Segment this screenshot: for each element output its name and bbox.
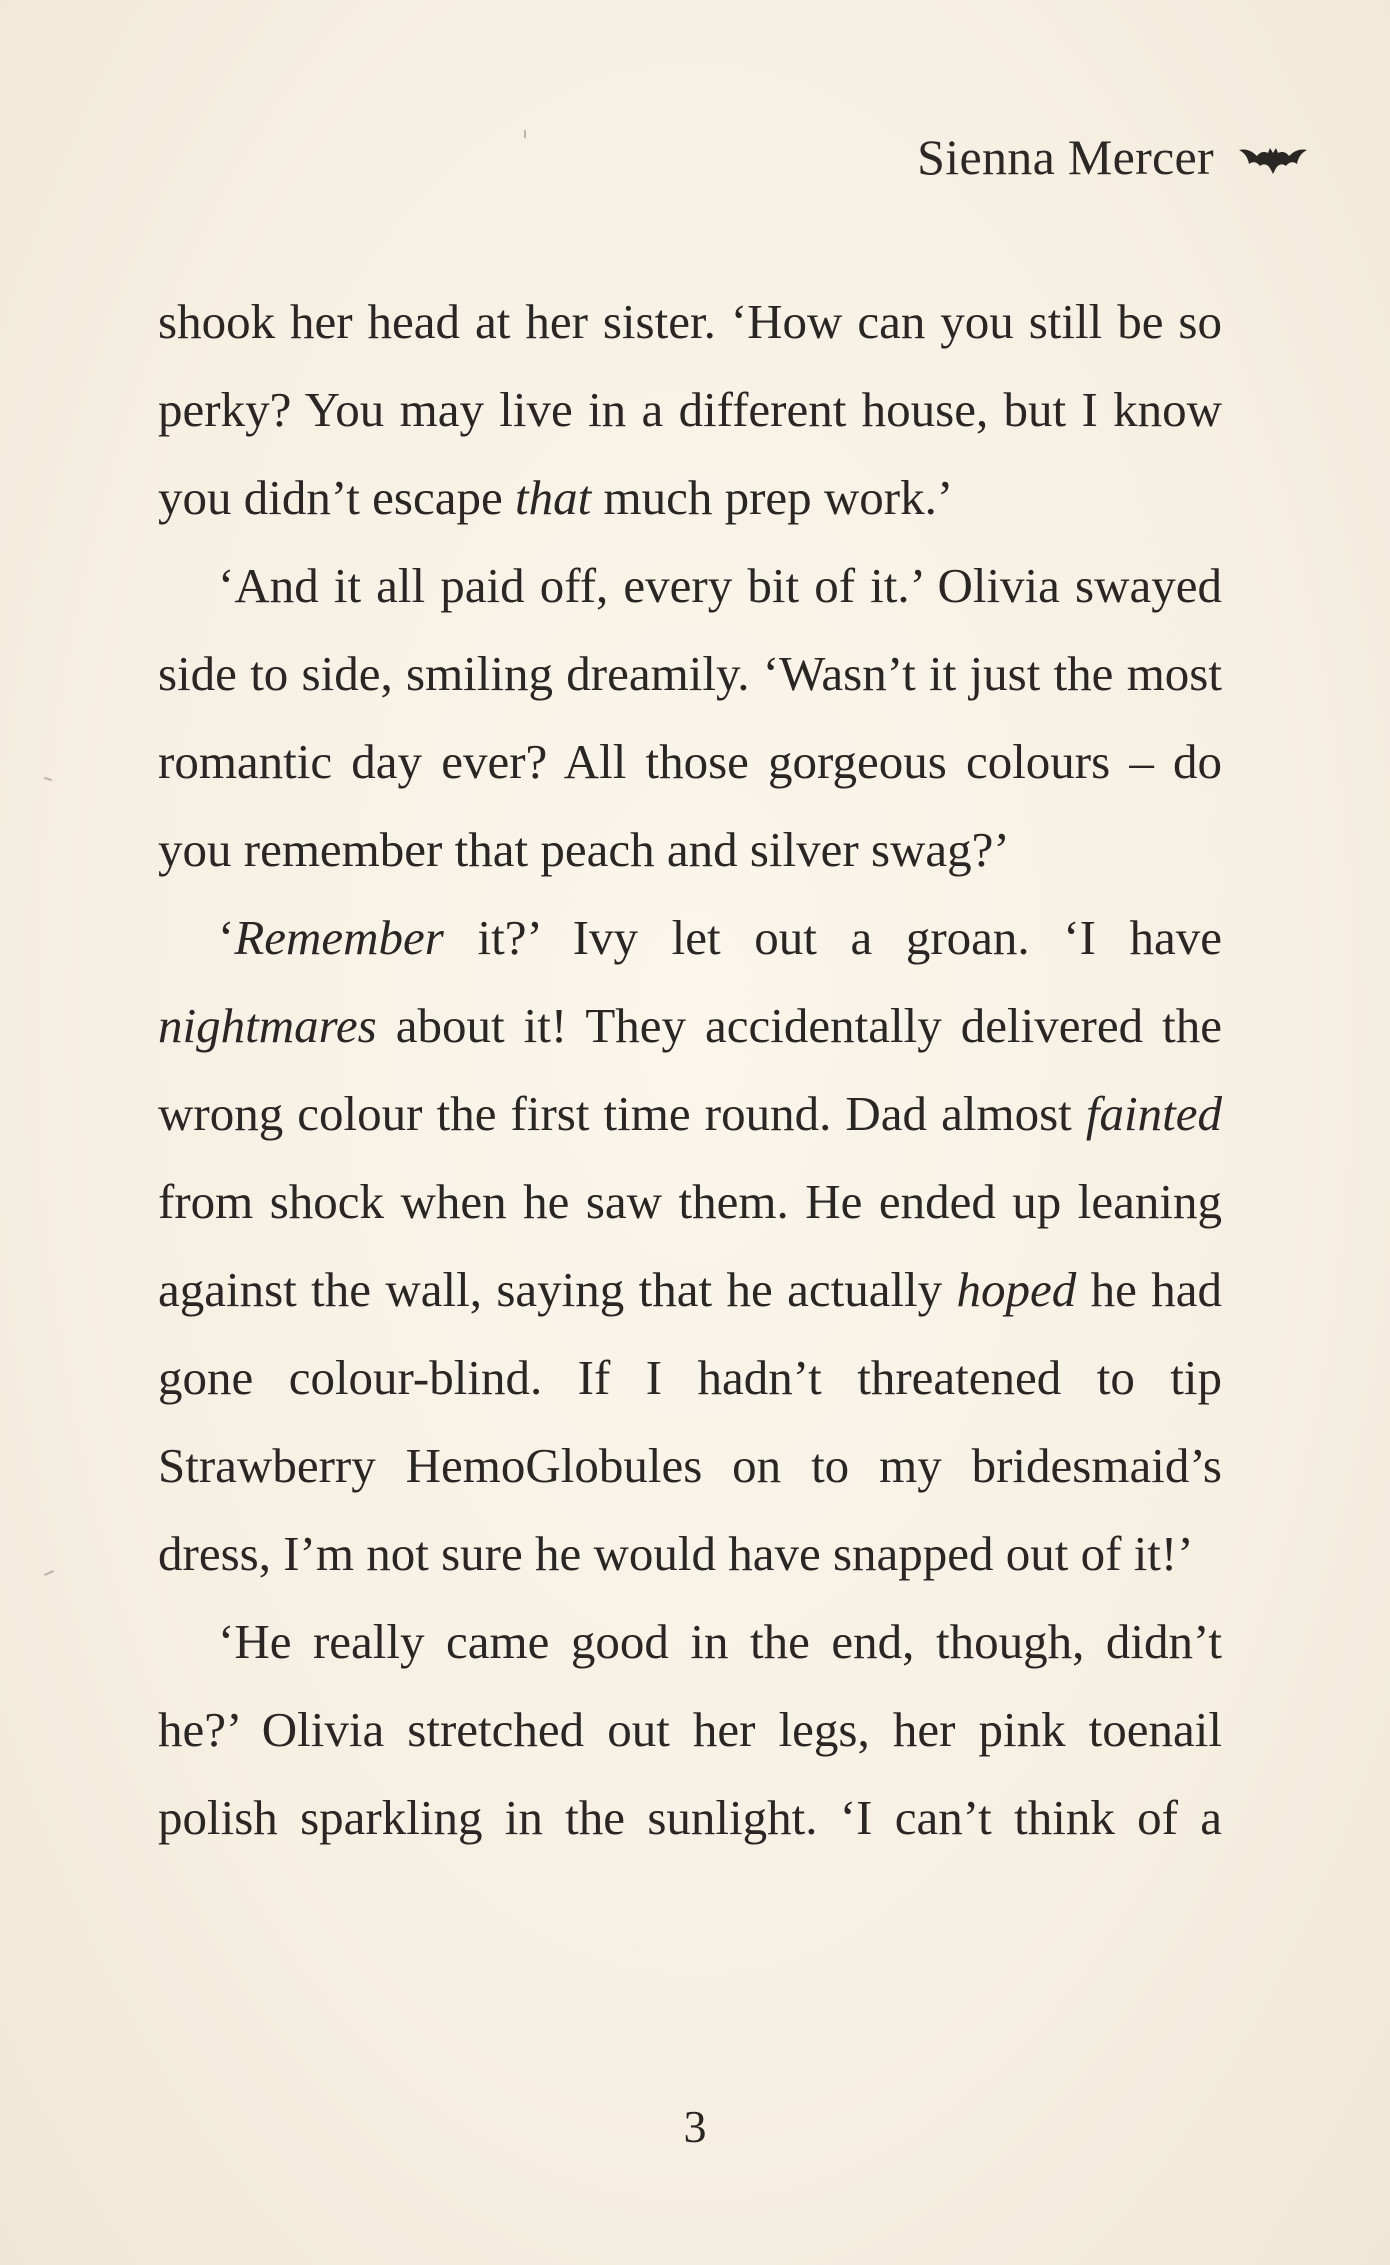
paper-speck (44, 1570, 54, 1576)
paper-speck (44, 777, 52, 782)
text-run: ‘He really came good in the end, though, didn’t he?’ Olivia stretched out her legs, her pink toenail polish sparkling in the sunlight. ‘I can’t think of a (158, 1614, 1222, 1845)
page-number: 3 (683, 2101, 707, 2152)
paper-speck (524, 130, 526, 138)
body-text (158, 278, 1222, 1862)
running-head: Sienna Mercer (917, 129, 1214, 185)
italic-run: fainted (1085, 1086, 1222, 1141)
paragraph (158, 894, 1222, 1598)
bat-icon (1237, 140, 1309, 180)
text-run: ‘And it all paid off, every bit of it.’ Olivia swayed side to side, smiling dreamily. ‘Wasn’t it just the most romantic day ever? All those gorgeous colours – do you remember that peach and silver swag?’ (158, 558, 1222, 877)
text-run: from shock when he saw them. He ended up leaning against the wall, saying that he actually (158, 1174, 1222, 1317)
italic-run: Remember (234, 910, 444, 965)
text-run: about it! They accidentally delivered the wrong colour the first time round. Dad almost (158, 998, 1222, 1141)
paragraph (158, 542, 1222, 894)
italic-run: that (514, 470, 592, 525)
text-run: ‘ (218, 910, 235, 965)
paragraph (158, 278, 1222, 542)
text-run: it?’ Ivy let out a groan. ‘I have (443, 910, 1222, 965)
paragraph (158, 1598, 1222, 1862)
text-run: he had gone colour-blind. If I hadn’t threatened to tip Strawberry HemoGlobules on to my bridesmaid’s dress, I’m not sure he would have snapped out of it!’ (158, 1262, 1222, 1581)
text-run: much prep work.’ (591, 470, 954, 525)
text-run: shook her head at her sister. ‘How can you still be so perky? You may live in a different house, but I know you didn’t escape (158, 294, 1222, 525)
italic-run: hoped (956, 1262, 1077, 1317)
italic-run: nightmares (158, 998, 377, 1053)
